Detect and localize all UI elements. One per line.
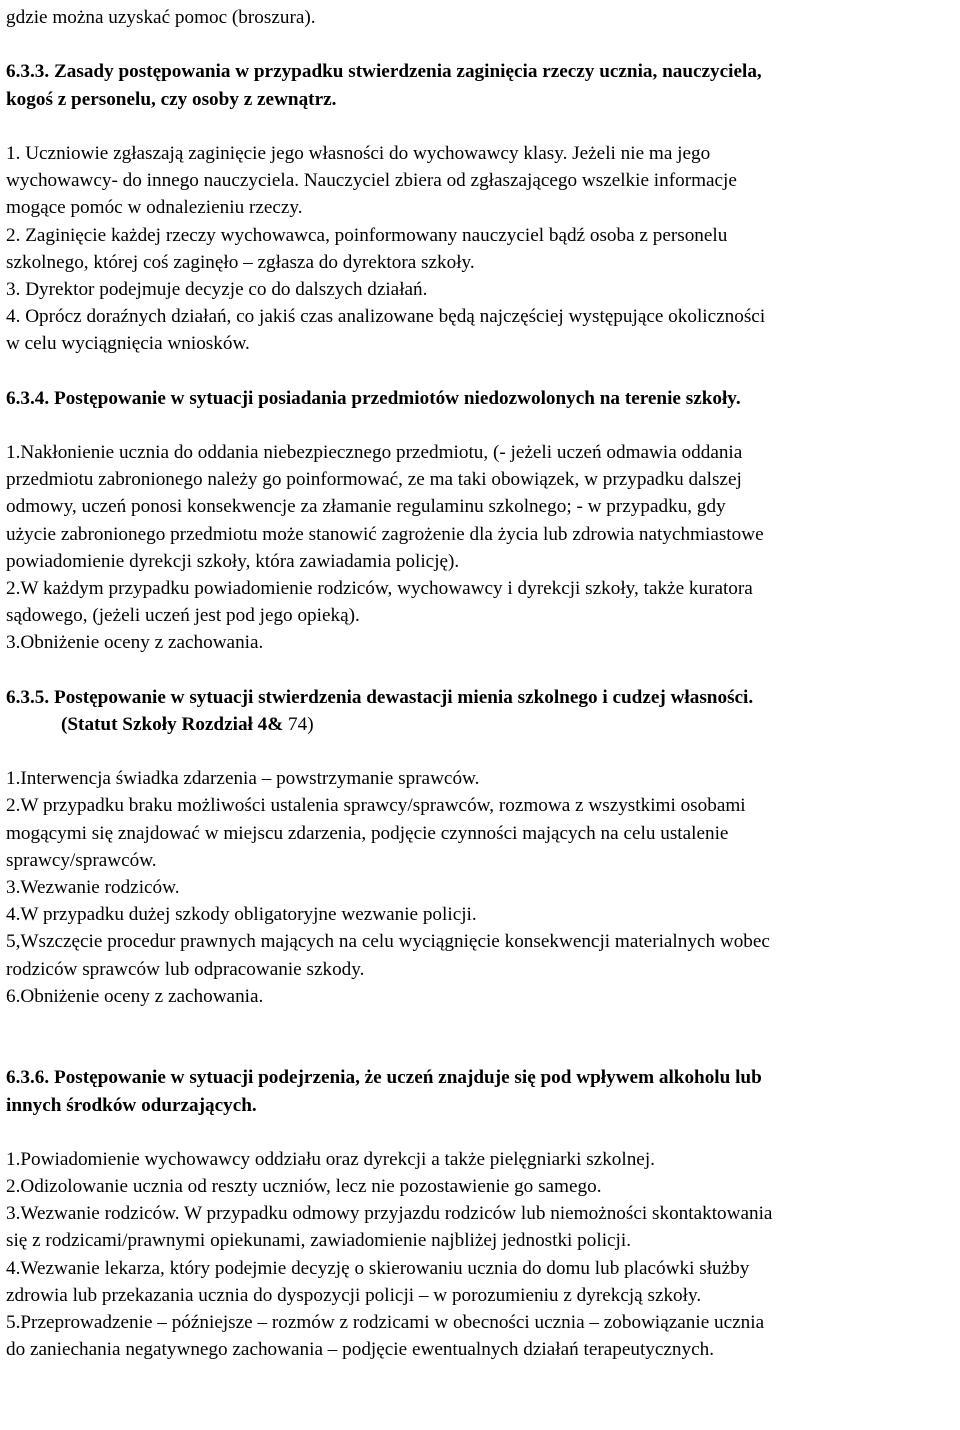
body-line: odmowy, uczeń ponosi konsekwencje za złamanie regulaminu szkolnego; - w przypadku, gdy [6,496,726,518]
body-line: 1. Uczniowie zgłaszają zaginięcie jego własności do wychowawcy klasy. Jeżeli nie ma jego [6,142,711,164]
body-line: mogące pomóc w odnalezieniu rzeczy. [6,197,303,219]
section-body [6,765,958,1010]
body-line: 2.W przypadku braku możliwości ustalenia sprawcy/sprawców, rozmowa z wszystkimi osobami [6,795,746,817]
section-6-3-5 [6,684,958,1010]
body-line: powiadomienie dyrekcji szkoły, która zawiadamia policję). [6,550,460,572]
body-line: w celu wyciągnięcia wniosków. [6,333,250,355]
body-line: 4. Oprócz doraźnych działań, co jakiś czas analizowane będą najczęściej występujące okoliczności [6,306,766,328]
body-line: 2. Zaginięcie każdej rzeczy wychowawca, poinformowany nauczyciel bądź osoba z personelu [6,224,728,246]
body-line: do zaniechania negatywnego zachowania – podjęcie ewentualnych działań terapeutycznych. [6,1339,714,1361]
spacer [6,31,958,58]
section-heading-line: 6.3.4. Postępowanie w sytuacji posiadania przedmiotów niedozwolonych na terenie szkoły. [6,387,741,409]
body-line: 3.Wezwanie rodziców. W przypadku odmowy przyjazdu rodziców lub niemożności skontaktowania [6,1203,773,1225]
spacer [6,1119,958,1146]
section-6-3-6 [6,1064,958,1363]
body-line: 3.Obniżenie oceny z zachowania. [6,632,264,654]
spacer [6,657,958,684]
section-heading-line: 6.3.3. Zasady postępowania w przypadku stwierdzenia zaginięcia rzeczy ucznia, nauczyciela, [6,61,762,83]
body-line: 5,Wszczęcie procedur prawnych mających na celu wyciągnięcie konsekwencji materialnych wobec [6,931,770,953]
spacer [6,113,958,140]
body-line: szkolnego, której coś zaginęło – zgłasza do dyrektora szkoły. [6,251,475,273]
body-line: wychowawcy- do innego nauczyciela. Nauczyciel zbiera od zgłaszającego wszelkie informacje [6,170,737,192]
section-heading-line: 6.3.5. Postępowanie w sytuacji stwierdzenia dewastacji mienia szkolnego i cudzej własności. [6,686,754,708]
section-heading-line: kogoś z personelu, czy osoby z zewnątrz. [6,88,337,110]
spacer [6,412,958,439]
body-line: 1.Interwencja świadka zdarzenia – powstrzymanie sprawców. [6,768,480,790]
spacer [6,1010,958,1037]
spacer [6,357,958,384]
statute-reference-bold: (Statut Szkoły Rozdział 4& [61,713,284,735]
body-line: 2.W każdym przypadku powiadomienie rodziców, wychowawcy i dyrekcji szkoły, także kuratora [6,577,753,599]
section-heading [6,58,958,112]
body-line: przedmiotu zabronionego należy go poinformować, ze ma taki obowiązek, w przypadku dalszej [6,469,742,491]
section-body [6,439,958,657]
section-body [6,1146,958,1364]
body-line: użycie zabronionego przedmiotu może stanowić zagrożenie dla życia lub zdrowia natychmiastowe [6,523,764,545]
body-line: 4.W przypadku dużej szkody obligatoryjne wezwanie policji. [6,904,477,926]
body-line: mogącymi się znajdować w miejscu zdarzenia, podjęcie czynności mających na celu ustalenie [6,822,729,844]
body-line: sądowego, (jeżeli uczeń jest pod jego opieką). [6,605,360,627]
body-line: 5.Przeprowadzenie – późniejsze – rozmów z rodzicami w obecności ucznia – zobowiązanie ucznia [6,1312,765,1333]
section-heading-line: 6.3.6. Postępowanie w sytuacji podejrzenia, że uczeń znajduje się pod wpływem alkoholu lub [6,1067,762,1089]
section-heading [6,385,958,412]
section-6-3-3 [6,58,958,357]
body-line: 3.Wezwanie rodziców. [6,877,180,898]
spacer [6,738,958,765]
body-line: rodziców sprawców lub odpracowanie szkody. [6,958,365,980]
section-heading [6,1064,958,1118]
body-line: 3. Dyrektor podejmuje decyzje co do dalszych działań. [6,278,428,300]
body-line: sprawcy/sprawców. [6,849,157,871]
body-line: 1.Nakłonienie ucznia do oddania niebezpiecznego przedmiotu, (- jeżeli uczeń odmawia oddania [6,442,743,463]
section-6-3-4 [6,385,958,657]
body-line: 2.Odizolowanie ucznia od reszty uczniów, lecz nie pozostawienie go samego. [6,1176,602,1198]
section-heading [6,684,958,738]
section-body [6,140,958,358]
statute-reference [6,711,958,738]
section-heading-line: innych środków odurzających. [6,1094,257,1116]
body-line: się z rodzicami/prawnymi opiekunami, zawiadomienie najbliżej jednostki policji. [6,1230,632,1252]
spacer [6,1037,958,1064]
body-line: zdrowia lub przekazania ucznia do dyspozycji policji – w porozumieniu z dyrekcją szkoły. [6,1284,702,1306]
statute-reference-number: 74) [283,713,314,735]
body-line: 4.Wezwanie lekarza, który podejmie decyzję o skierowaniu ucznia do domu lub placówki służby [6,1257,750,1279]
document-page [6,4,958,1363]
body-line: 6.Obniżenie oceny z zachowania. [6,985,264,1007]
intro-text: gdzie można uzyskać pomoc (broszura). [6,7,316,28]
body-line: 1.Powiadomienie wychowawcy oddziału oraz dyrekcji a także pielęgniarki szkolnej. [6,1148,655,1170]
